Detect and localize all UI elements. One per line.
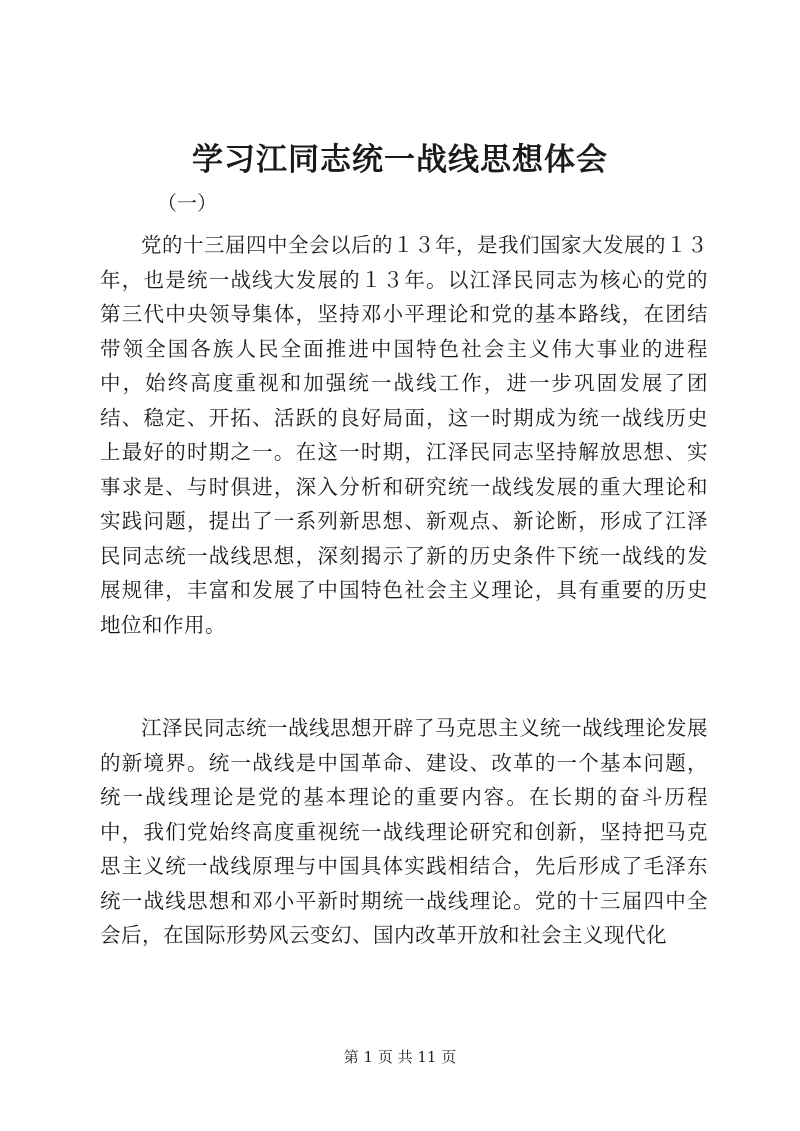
section-marker: （一） <box>157 191 217 215</box>
body-paragraph: 江泽民同志统一战线思想开辟了马克思主义统一战线理论发展的新境界。统一战线是中国革命、建设、改革的一个基本问题，统一战线理论是党的基本理论的重要内容。在长期的奋斗历程中，我们党始终高度重视统一战线理论研究和创新，坚持把马克思主义统一战线原理与中国具体实践相结合，先后形成了毛泽东统一战线思想和邓小平新时期统一战线理论。党的十三届四中全会后，在国际形势风云变幻、国内改革开放和社会主义现代化 <box>100 716 708 947</box>
body-paragraph: 党的十三届四中全会以后的１３年，是我们国家大发展的１３年，也是统一战线大发展的１３年。以江泽民同志为核心的党的第三代中央领导集体，坚持邓小平理论和党的基本路线，在团结带领全国各族人民全面推进中国特色社会主义伟大事业的进程中，始终高度重视和加强统一战线工作，进一步巩固发展了团结、稳定、开拓、活跃的良好局面，这一时期成为统一战线历史上最好的时期之一。在这一时期，江泽民同志坚持解放思想、实事求是、与时俱进，深入分析和研究统一战线发展的重大理论和实践问题，提出了一系列新思想、新观点、新论断，形成了江泽民同志统一战线思想，深刻揭示了新的历史条件下统一战线的发展规律，丰富和发展了中国特色社会主义理论，具有重要的历史地位和作用。 <box>100 233 708 637</box>
body-paragraph-1-block <box>100 228 708 642</box>
body-paragraph-2-block <box>100 711 708 953</box>
page-footer: 第 1 页 共 11 页 <box>343 1048 457 1066</box>
document-title: 学习江同志统一战线思想体会 <box>192 142 608 178</box>
